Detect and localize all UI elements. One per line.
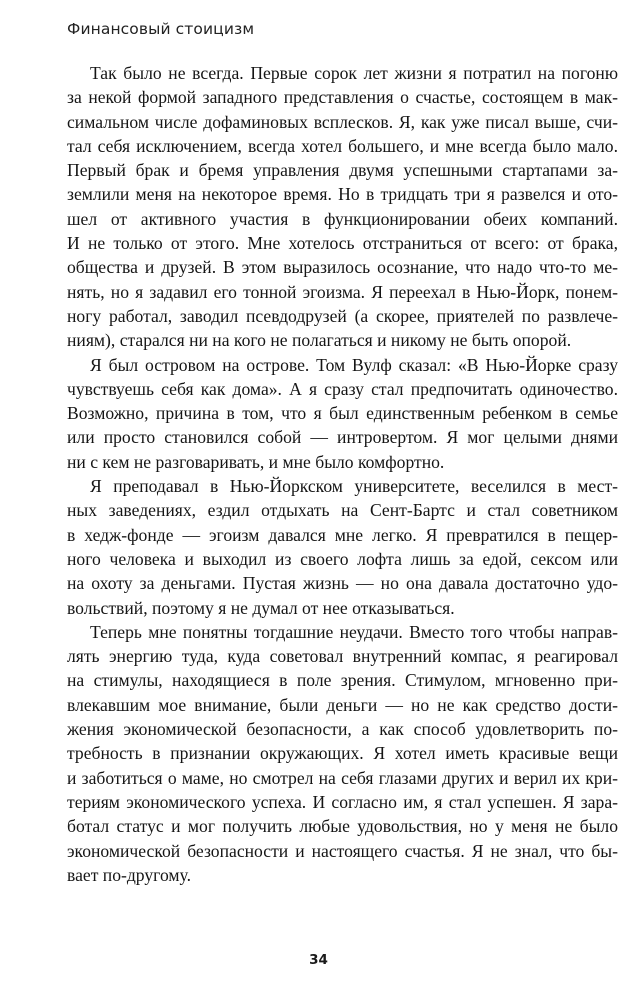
text-line: ногу работал, заводил псевдодрузей (а скорее, приятелей по развлече-: [67, 305, 618, 326]
text-line: симальном числе дофаминовых всплесков. Я, как уже писал выше, счи-: [67, 111, 618, 132]
text-line: чувствуешь себя как дома». А я сразу стал предпочитать одиночество.: [67, 378, 618, 399]
text-line: или просто становился собой — интровертом. Я мог целыми днями: [67, 427, 618, 448]
text-line: влекавшим мое внимание, были деньги — но не как средство дости-: [67, 694, 618, 715]
text-line: на охоту за деньгами. Пустая жизнь — но она давала достаточно удо-: [67, 573, 618, 594]
paragraph: [67, 620, 618, 887]
text-line: Я был островом на острове. Том Вулф сказал: «В Нью-Йорке сразу: [90, 354, 618, 375]
text-line: ного человека и выходил из своего лофта лишь за едой, сексом или: [67, 548, 618, 569]
text-line: Я преподавал в Нью-Йоркском университете, веселился в мест-: [90, 476, 618, 497]
text-line: общества и друзей. В этом выразилось осознание, что надо что-то ме-: [67, 257, 618, 278]
text-line: ни с кем не разговаривать, и мне было комфортно.: [67, 451, 445, 472]
paragraph: [67, 474, 618, 620]
text-line: териям экономического успеха. И согласно им, я стал успешен. Я зара-: [67, 791, 618, 812]
text-line: ниям), старался ни на кого не полагаться и никому не быть опорой.: [67, 330, 572, 351]
paragraph: [67, 61, 618, 353]
text-line: Так было не всегда. Первые сорок лет жизни я потратил на погоню: [90, 63, 618, 83]
text-line: вает по-другому.: [67, 864, 191, 885]
text-line: тал себя исключением, всегда хотел большего, и мне всегда было мало.: [67, 135, 618, 156]
text-line: лять энергию туда, куда советовал внутренний компас, я реагировал: [67, 646, 618, 667]
text-line: И не только от этого. Мне хотелось отстраниться от всего: от брака,: [67, 233, 618, 254]
page-number: 34: [309, 952, 328, 968]
text-line: землили меня на некоторое время. Но в тридцать три я развелся и ото-: [67, 184, 618, 205]
text-line: в хедж-фонде — эгоизм давался мне легко. Я превратился в пещер-: [67, 524, 618, 545]
text-line: Возможно, причина в том, что я был единственным ребенком в семье: [67, 403, 618, 424]
text-line: Теперь мне понятны тогдашние неудачи. Вместо того чтобы направ-: [90, 621, 618, 642]
text-line: Первый брак и бремя управления двумя успешными стартапами за-: [67, 160, 618, 181]
text-line: требность в признании окружающих. Я хотел иметь красивые вещи: [67, 743, 618, 764]
paragraph: [67, 353, 618, 474]
running-title: Финансовый стоицизм: [67, 20, 255, 38]
text-line: ботал статус и мог получить любые удовольствия, но у меня не было: [67, 816, 618, 837]
text-line: вольствий, поэтому я не думал от нее отказываться.: [67, 597, 455, 618]
text-line: на стимулы, находящиеся в поле зрения. Стимулом, мгновенно при-: [67, 670, 618, 691]
body-text: [67, 61, 618, 887]
text-line: за некой формой западного представления о счастье, состоящем в мак-: [67, 87, 618, 108]
text-line: и заботиться о маме, но смотрел на себя глазами других и верил их кри-: [67, 767, 618, 788]
text-line: шел от активного участия в функционировании обеих компаний.: [67, 208, 618, 229]
text-line: экономической безопасности и настоящего счастья. Я не знал, что бы-: [67, 840, 618, 861]
text-line: нять, но я задавил его тонной эгоизма. Я переехал в Нью-Йорк, понем-: [67, 281, 618, 302]
text-line: жения экономической безопасности, а как способ удовлетворить по-: [67, 719, 618, 740]
text-line: ных заведениях, ездил отдыхать на Сент-Бартс и стал советником: [67, 500, 618, 521]
